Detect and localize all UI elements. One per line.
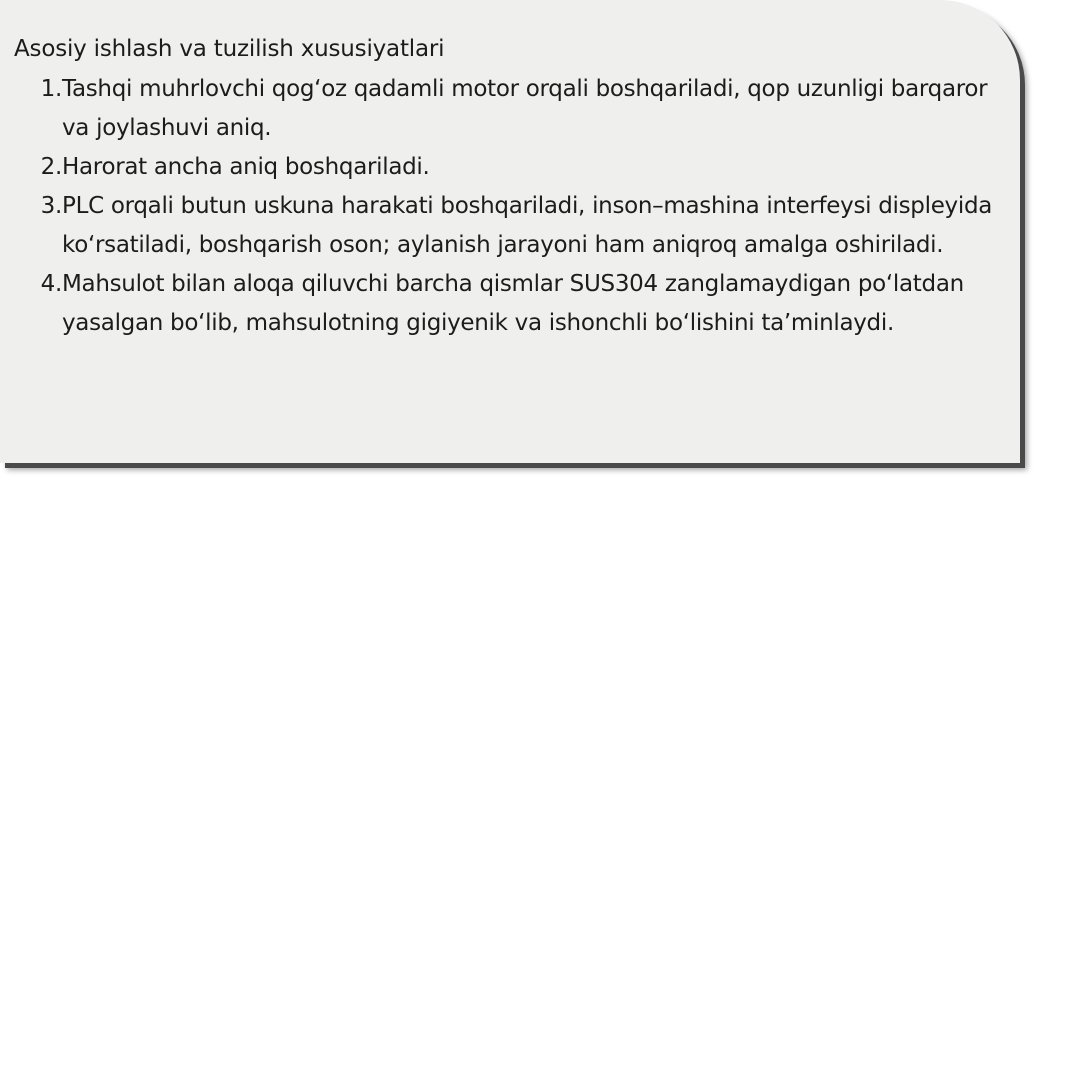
list-item-number: 1. bbox=[40, 76, 62, 102]
list-item-number: 3. bbox=[40, 193, 62, 219]
features-list bbox=[14, 70, 1000, 343]
list-item-text: PLC orqali butun uskuna harakati boshqariladi, inson–mashina interfeysi displeyida ko‘rsatiladi, boshqarish oson; aylanish jarayoni ham aniqroq amalga oshiriladi. bbox=[62, 193, 993, 258]
list-item-text: Mahsulot bilan aloqa qiluvchi barcha qismlar SUS304 zanglamaydigan po‘latdan yasalgan bo‘lib, mahsulotning gigiyenik va ishonchli bo‘lishini ta’minlaydi. bbox=[62, 271, 964, 336]
list-item bbox=[14, 265, 1000, 343]
list-item-number: 4. bbox=[40, 271, 62, 297]
features-heading: Asosiy ishlash va tuzilish xususiyatlari bbox=[14, 36, 445, 62]
features-card bbox=[0, 0, 1020, 463]
list-item-text: Harorat ancha aniq boshqariladi. bbox=[62, 154, 430, 180]
list-item bbox=[14, 148, 1000, 187]
list-item-text: Tashqi muhrlovchi qog‘oz qadamli motor orqali boshqariladi, qop uzunligi barqaror va joylashuvi aniq. bbox=[62, 76, 988, 141]
list-item bbox=[14, 70, 1000, 148]
list-item bbox=[14, 187, 1000, 265]
list-item-number: 2. bbox=[40, 154, 62, 180]
